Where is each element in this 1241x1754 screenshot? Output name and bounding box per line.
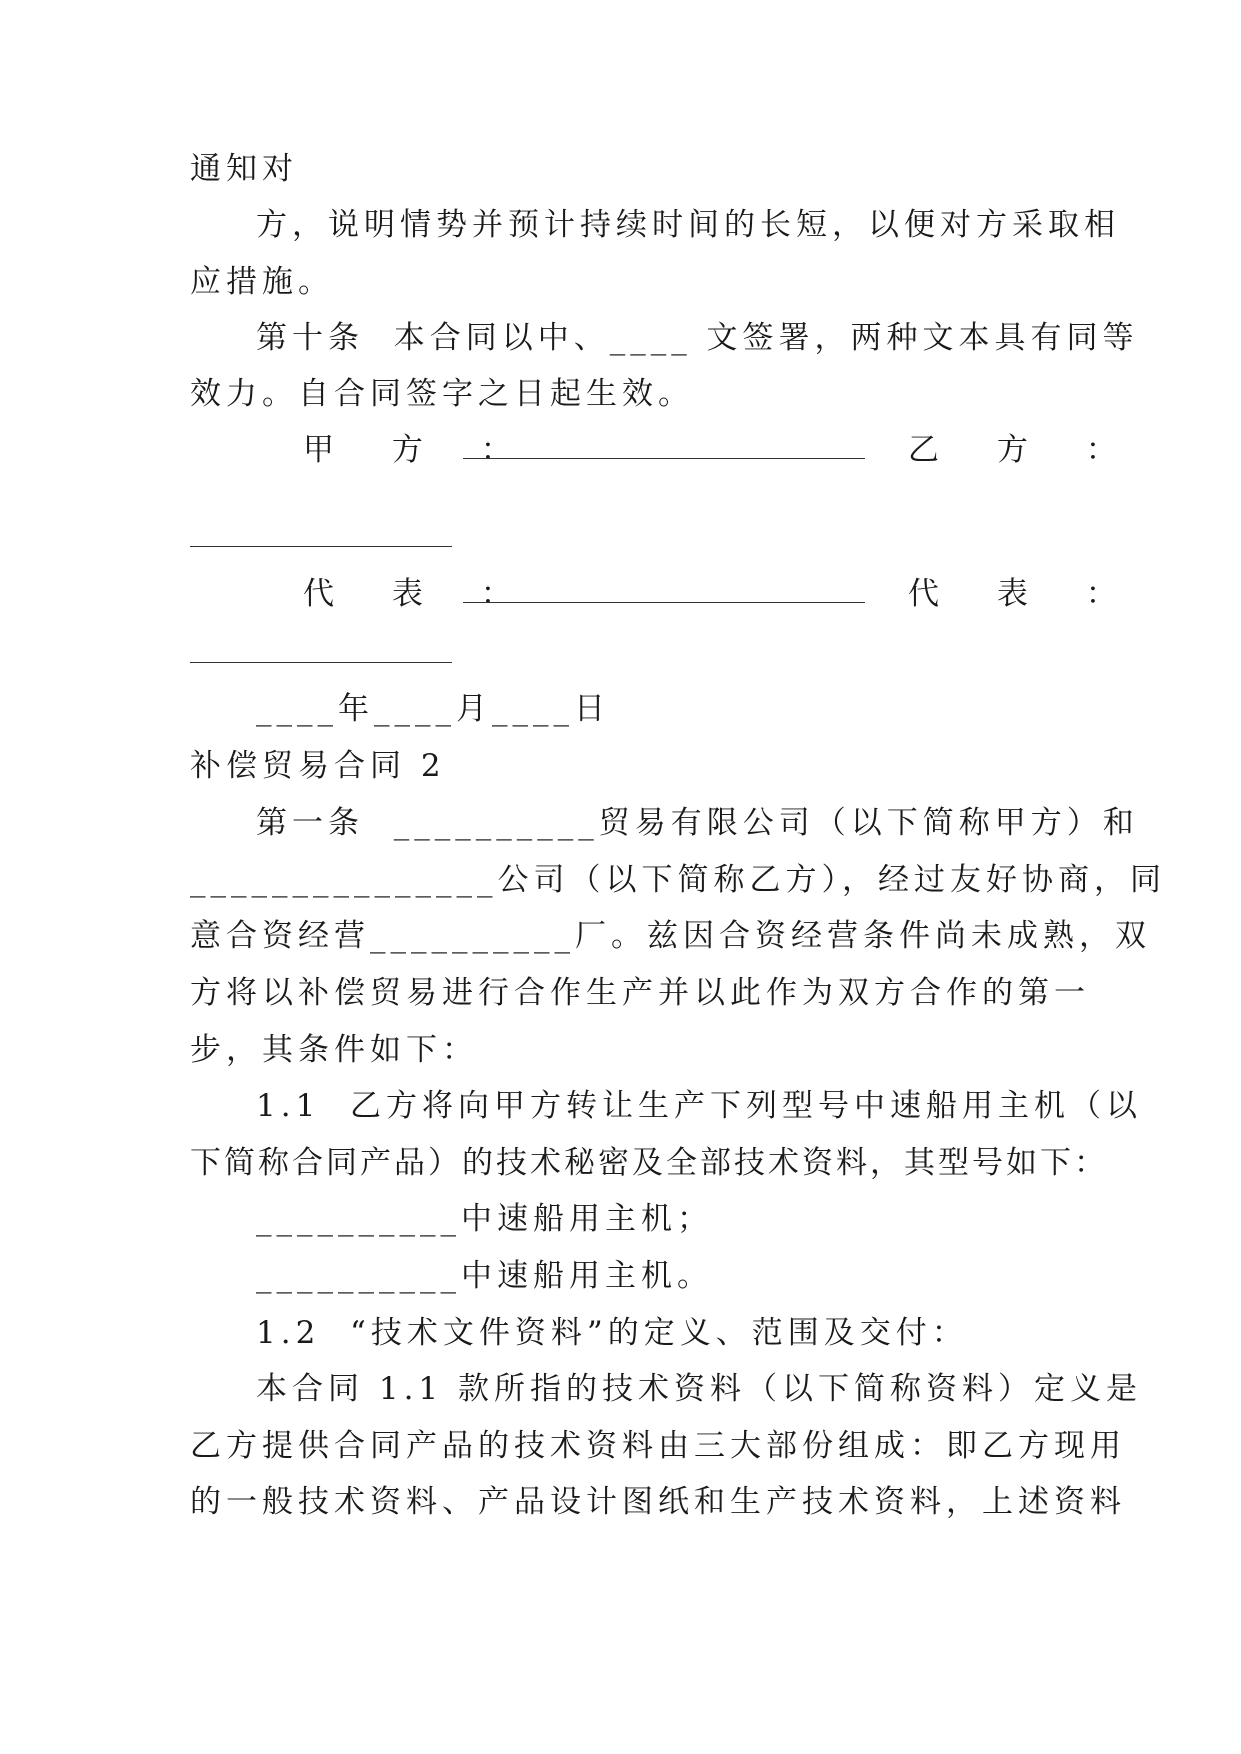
rep-b-label: 代 表 ： <box>908 576 1141 612</box>
text-line: _______________公司（以下简称乙方），经过友好协商，同 <box>190 862 1166 898</box>
text-line: 应措施。 <box>190 264 334 300</box>
text-line: 方，说明情势并预计持续时间的长短，以便对方采取相 <box>256 207 1120 243</box>
party-a-blank <box>463 458 865 459</box>
party-a-label: 甲 方 ： <box>303 432 536 468</box>
rep-a-blank <box>463 602 865 603</box>
text-line: 的一般技术资料、产品设计图纸和生产技术资料，上述资料 <box>190 1484 1126 1520</box>
section-heading: 补偿贸易合同 2 <box>190 748 446 784</box>
text-line: 乙方提供合同产品的技术资料由三大部份组成：即乙方现用 <box>190 1428 1126 1464</box>
date-line: ____年____月____日 <box>256 691 610 727</box>
text-line: __________中速船用主机； <box>256 1201 713 1237</box>
text-line: 方将以补偿贸易进行合作生产并以此作为双方合作的第一 <box>190 975 1090 1011</box>
article-1-line: 第一条 __________贸易有限公司（以下简称甲方）和 <box>256 805 1139 841</box>
clause-10-line: 第十条 本合同以中、____ 文签署，两种文本具有同等 <box>256 320 1139 356</box>
text-line: __________中速船用主机。 <box>256 1258 713 1294</box>
rep-a-label: 代 表 ： <box>303 576 536 612</box>
party-b-blank <box>190 546 452 547</box>
text-line: 本合同 1.1 款所指的技术资料（以下简称资料）定义是 <box>256 1371 1143 1407</box>
party-b-label: 乙 方 ： <box>908 432 1141 468</box>
text-line: 步，其条件如下： <box>190 1032 478 1068</box>
text-line: 意合资经营__________厂。兹因合资经营条件尚未成熟，双 <box>190 918 1151 954</box>
item-1-2-line: 1.2 “技术文件资料”的定义、范围及交付： <box>256 1315 968 1351</box>
item-1-1-line: 1.1 乙方将向甲方转让生产下列型号中速船用主机（以 <box>256 1088 1143 1124</box>
rep-b-blank <box>190 662 452 663</box>
text-line: 通知对 <box>190 151 298 187</box>
text-line: 下简称合同产品）的技术秘密及全部技术资料，其型号如下： <box>190 1145 1108 1181</box>
text-line: 效力。自合同签字之日起生效。 <box>190 376 694 412</box>
